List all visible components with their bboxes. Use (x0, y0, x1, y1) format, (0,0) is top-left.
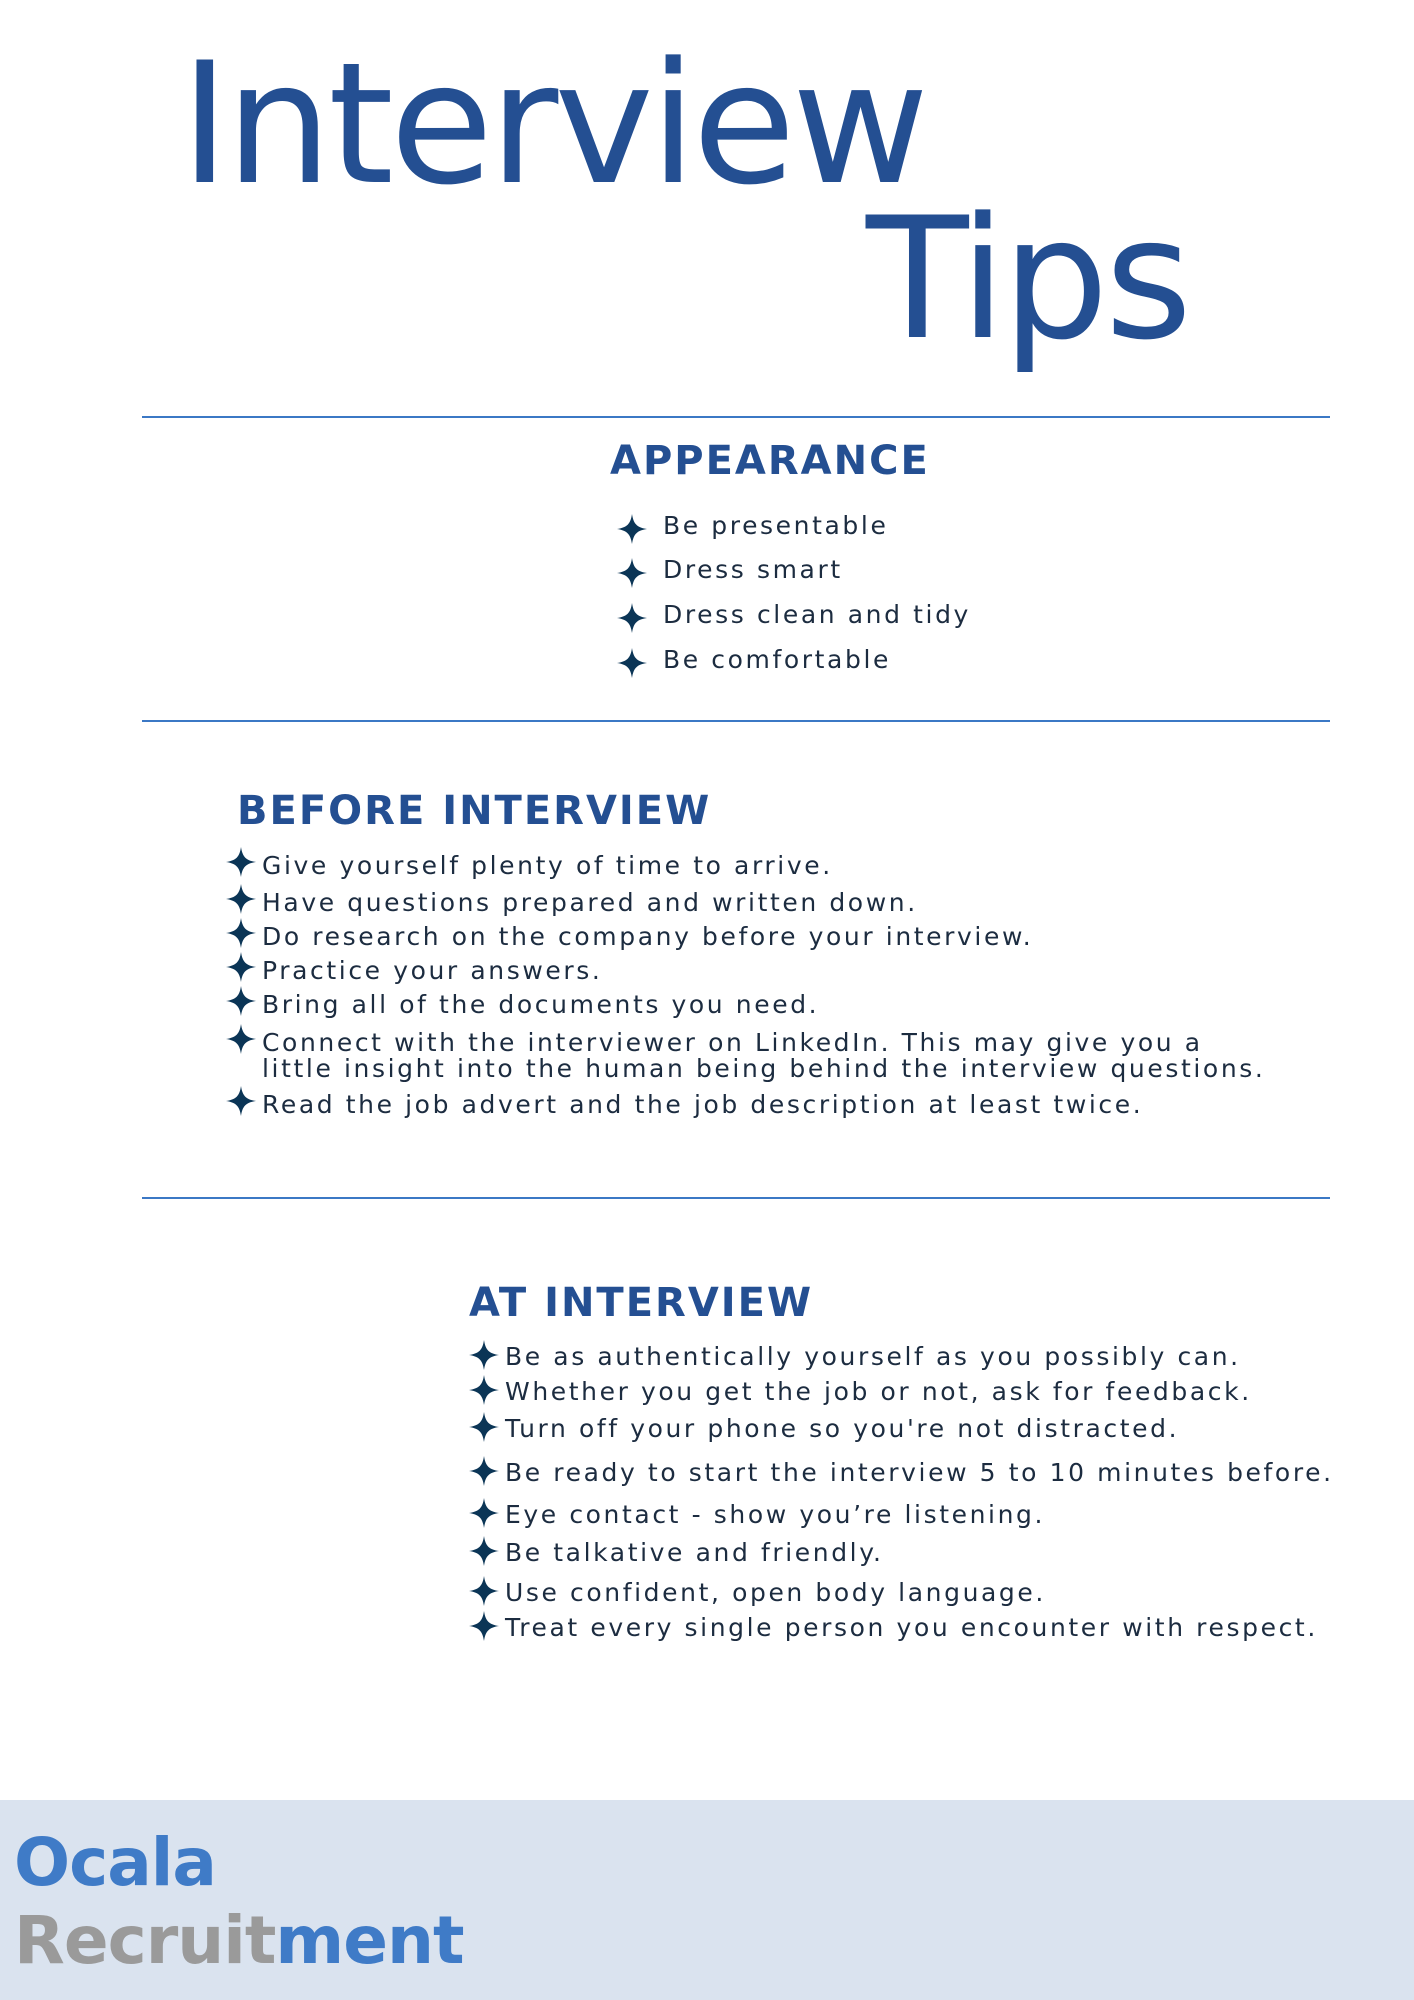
list-item-text: Use confident, open body language. (505, 1578, 1046, 1607)
list-item-text: Turn off your phone so you're not distracted. (505, 1414, 1180, 1443)
before-interview-heading: BEFORE INTERVIEW (237, 788, 712, 834)
four-point-star-icon (469, 1340, 499, 1370)
four-point-star-icon (617, 514, 647, 544)
four-point-star-icon (469, 1576, 499, 1606)
footer (0, 1800, 1414, 2000)
list-item-text: Be as authentically yourself as you possibly can. (505, 1342, 1241, 1371)
at-interview-heading: AT INTERVIEW (469, 1280, 814, 1326)
four-point-star-icon (617, 603, 647, 633)
list-item-text: Eye contact - show you’re listening. (505, 1500, 1046, 1529)
list-item-text: Have questions prepared and written down. (262, 888, 918, 917)
logo-word-ment: ment (275, 1902, 464, 1979)
list-item-text: Do research on the company before your interview. (262, 922, 1034, 951)
list-item-text: Be talkative and friendly. (505, 1538, 884, 1567)
four-point-star-icon (226, 952, 256, 982)
page-title-line-2: Tips (866, 181, 1189, 377)
four-point-star-icon (226, 1086, 256, 1116)
logo-line-1: Ocala (14, 1824, 216, 1901)
four-point-star-icon (226, 918, 256, 948)
list-item-text: Give yourself plenty of time to arrive. (262, 851, 833, 880)
divider (142, 416, 1330, 418)
list-item-text: Whether you get the job or not, ask for feedback. (505, 1377, 1252, 1406)
list-item-text: Read the job advert and the job description at least twice. (262, 1090, 1144, 1119)
four-point-star-icon (226, 986, 256, 1016)
four-point-star-icon (469, 1498, 499, 1528)
list-item-text: Treat every single person you encounter with respect. (505, 1613, 1318, 1642)
divider (142, 1197, 1330, 1199)
logo-line-2 (14, 1902, 464, 1979)
logo-word-recruit: Recruit (14, 1902, 276, 1979)
list-item-text: Be ready to start the interview 5 to 10 minutes before. (505, 1458, 1334, 1487)
appearance-heading: APPEARANCE (610, 438, 930, 484)
four-point-star-icon (226, 847, 256, 877)
list-item-text: Connect with the interviewer on LinkedIn. This may give you a (262, 1028, 1203, 1057)
list-item-text: Practice your answers. (262, 956, 603, 985)
page-title-line-1: Interview (180, 26, 926, 222)
four-point-star-icon (617, 558, 647, 588)
four-point-star-icon (469, 1375, 499, 1405)
divider (142, 720, 1330, 722)
four-point-star-icon (469, 1456, 499, 1486)
list-item-text: Bring all of the documents you need. (262, 990, 820, 1019)
four-point-star-icon (469, 1412, 499, 1442)
list-item-text: Dress smart (663, 555, 843, 584)
four-point-star-icon (226, 1024, 256, 1054)
four-point-star-icon (469, 1611, 499, 1641)
list-item-text: Dress clean and tidy (663, 600, 971, 629)
four-point-star-icon (226, 884, 256, 914)
list-item-text: Be presentable (663, 511, 889, 540)
four-point-star-icon (617, 648, 647, 678)
list-item-text: Be comfortable (663, 645, 891, 674)
four-point-star-icon (469, 1536, 499, 1566)
list-item-text: little insight into the human being behind the interview questions. (262, 1054, 1266, 1083)
